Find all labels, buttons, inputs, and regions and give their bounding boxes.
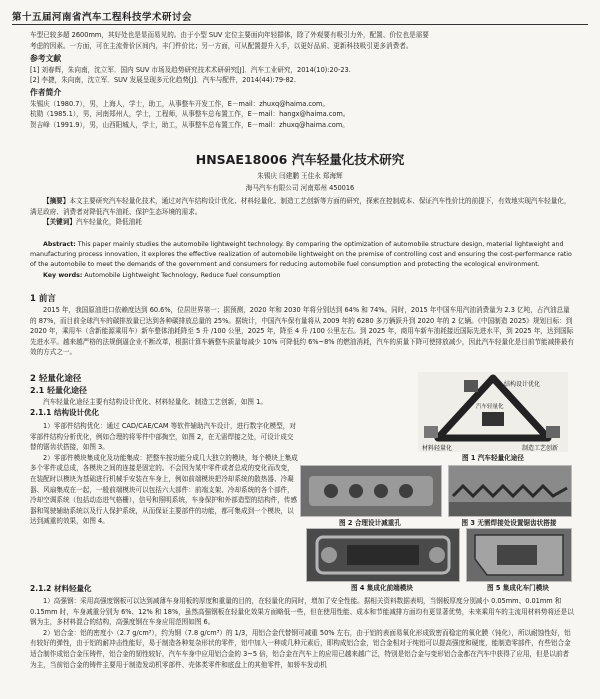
figure-2-caption: 图 2 合理设计减重孔 — [339, 519, 401, 527]
reference-item: [1] 刘春辉，朱向南，沈立军．国内 SUV 市场及趋势研究技术术研研究[J]．汽车工业研究，2014(10):20-23. — [30, 65, 351, 74]
keywords-en-label: Key words: — [43, 271, 83, 279]
section-2-1-2-heading: 2.1.2 材料轻量化 — [30, 584, 92, 593]
material-icon — [424, 426, 438, 438]
label-structure: 结构设计优化 — [504, 381, 541, 388]
paragraph-module-integration: 2）零部件模块集成化及功能集成：把整车按功能分成几大独立的模块，每个模块上集成多个零件或总成，各模块之间的连接是固定的。不会因为某中零件或者总成的变化而改变，在装配时以模块为基础进行机械手安装在车身上，例如前端模块把冷却系统的散热器、冷凝器、风扇集成在一起，一般前端模块可以包括六大部件：前端支架、冷却系统的各个部件，冷却空调系统（包括动态进气格栅），信号和照明系统，车身保护和外部造型的结构件，传感器和驾驶辅助系统以及行人保护系统，从而保证主要部件的功能，都可集成到一个模块，以达到减重的效果，如图 4。 — [30, 453, 298, 526]
paragraph-high-strength-steel: 1）高强钢：采用高强度钢板可以达到减薄车身用板的厚度和重量的目的，在轻量化的同时，增加了安全性能。据相关资料数据表明，当钢板厚度分别减小 0.05mm、0.01mm 和 0.15mm 时，车身减重分别为 6%、12% 和 18%，虽然高强钢板在轻量化效果方面略低一些，但在使用性能、成本和节能减排方面均有更显著优势，未来乘用车的主流用材料势将还是以钢为主，多材料混合的结构，高强度钢在车身应用范围如图 6。 — [30, 597, 574, 627]
section-2-1-1-heading: 2.1.1 结构设计优化 — [30, 408, 99, 418]
car-body-icon — [482, 412, 504, 426]
figure-4-caption: 图 4 集成化前端模块 — [351, 584, 413, 592]
section-2-1-text: 汽车轻量化途径主要有结构设计优化、材料轻量化、制造工艺创新，如图 1。 — [43, 397, 267, 406]
figure-1-caption: 图 1 汽车轻量化途径 — [462, 454, 524, 462]
section-1-heading: 1 前言 — [30, 294, 56, 304]
lightweight-cycle-diagram — [418, 372, 568, 452]
weight-holes-part-image — [301, 466, 441, 516]
abstract-en-text: This paper mainly studies the automobile lightweight technology. By comparing the optimization of automobile structure design, material lightweight and manufacturing process innovation, it explores the effective realization of automobile lightweight on the premise of controlling cost and ensuring the cost-performance ratio of the automobile to meet the demands of the government and consumers for reducing automobile fuel consumption and protecting the ecological environment. — [30, 241, 572, 269]
journal-name: 第十五届河南省汽车工程科技学术研讨会 — [12, 12, 193, 23]
label-process: 制造工艺创新 — [522, 445, 559, 452]
section-2-1-heading: 2.1 轻量化途径 — [30, 386, 87, 395]
author-bio: 杭勋（1985.1），男，河南郑州人，学士，工程师，从事整车总布置工作，E－mail：hangx@haima.com。 — [30, 110, 350, 119]
figure-4-image — [306, 528, 460, 582]
keywords-cn-label: 【关键词】 — [43, 218, 76, 227]
figure-3-caption: 图 3 无需焊接处设置锯齿状搭接 — [461, 519, 557, 527]
journal-header — [12, 6, 588, 25]
author-bios — [30, 88, 575, 130]
reference-item: [2] 李捷，朱向南，沈立军．SUV 发展呈现多元化趋势[J]．汽车与配件，2014(44):79-82. — [30, 76, 296, 85]
process-icon — [546, 426, 560, 438]
section-2-heading: 2 轻量化途径 — [30, 374, 82, 384]
front-end-module-image — [307, 529, 459, 581]
label-material: 材料轻量化 — [422, 445, 453, 452]
author-bio: 贺吉峰（1991.9），男，山西阳城人，学士，助工，从事整车总布置工作，E－mail：zhuxq@haima.com。 — [30, 120, 349, 129]
structure-icon — [464, 380, 478, 392]
abstract-cn-label: 【摘要】 — [43, 197, 70, 205]
keywords-en-text: Automobile Lightweight Technology, Reduce fuel consumption — [84, 271, 281, 279]
door-module-image — [467, 529, 571, 581]
references-heading: 参考文献 — [30, 54, 62, 63]
sawtooth-joint-image — [449, 466, 571, 516]
keywords-cn-text: 汽车轻量化，降低油耗 — [75, 218, 142, 227]
section-1-text: 2015 年，我国原油进口依赖度达到 60.6%，位居世界第一；据预测，2020 年和 2030 年将分别达到 64% 和 74%。同时，2015 年中国车用汽油消费量为 2.3 亿吨，占汽油总量的 87%，而目前全球汽车的碳排放量已达到各种碳排放总量的 25%。据统计，中国汽车保有量将从 2009 年的 6280 多万辆跃升到 2020 年的 2 亿辆。《中国制造 2025》规划目标：到 2020 年，乘用车（含新能源乘用车）新车整体油耗降至 5 升 /100 公里，2025 年，降至 4 升 /100 公里左右。到 2025 年，商用车新车油耗接近国际先进水平，到 2025 年，达到国际先进水平。越来越严格的法规倒逼企业不断改革，根据计算车辆整车质量每减少 10% 可降低约 6%~8% 的燃油消耗，汽车的质量下降可使排放减少，因此汽车轻量化是目前节能减排最有效的方式之一。 — [30, 306, 575, 357]
paper-title: HNSAE18006 汽车轻量化技术研究 — [195, 152, 405, 167]
intro-line: 车型已较多超 2600mm，其好处也是显而易见的。由于小型 SUV 定位主要面向年轻群体，除了外观要有吸引力外，配置、价位也是需要 — [30, 31, 429, 39]
author-bio: 朱锡庆（1980.7），男，上海人，学士，助工，从事整车开发工作，E－mail：zhuxq@haima.com。 — [30, 99, 330, 108]
figure-5-caption: 图 5 集成化车门模块 — [487, 584, 549, 592]
paper-affiliation: 海马汽车有限公司 河南郑州 450016 — [245, 184, 355, 192]
abstract-cn-text: 本文主要研究汽车轻量化技术，通过对汽车结构设计优化、材料轻量化、制造工艺创新等方面的研究，探索在控制成本、保证汽车性价比的前提下，有效地实现汽车轻量化，满足政府、消费者对降低汽车油耗、保护生态环境的需求。 — [30, 197, 571, 216]
figure-1-diagram — [418, 372, 568, 452]
intro-line: 考虑的因素。一方面，可在主流骨价区间内，丰门件价比；另一方面，可从配置提升入手，以更好品质、更新科技吸引更多消费者。 — [30, 41, 413, 50]
figure-3-image — [448, 465, 572, 517]
abstract-cn — [30, 196, 575, 228]
figure-5-image — [466, 528, 572, 582]
paragraph-parts-optimization: 1）零部件结构优化：通过 CAD/CAE/CAM 等软件辅助汽车设计，进行数字化模型，对零部件结构分析优化，例如合理的将零件中部掏空，如图 2，在无需焊接之处，可设计成交替的锯齿状搭接，如图 3。 — [30, 422, 296, 452]
materials-text — [30, 596, 575, 699]
author-bios-heading: 作者简介 — [30, 88, 62, 97]
section-1 — [30, 293, 575, 358]
paper-authors: 朱锡庆 闫建鹏 王佳永 郑海辉 — [257, 172, 343, 180]
label-center: 汽车轻量化 — [476, 404, 504, 410]
left-column — [30, 421, 300, 583]
paragraph-aluminum-alloy: 2）铝合金：铝的密度小（2.7 g/cm³），约为钢（7.8 g/cm³）的 1/3，用铝合金代替钢可减重 50% 左右，由于铝的表面易氧化形成致密而稳定的氧化膜（钝化），所以耐蚀性好，铝有较好的弹性，由于铝的耐冲击性能好，易于制造各种复杂形状的零件，铝中加入一种或几种元素后，即构成铝合金，铝合金相对于纯铝可以提高强度和硬度，能制造零部件，有些铝合金适合制作成铝合金压铸件，铝合金的韧性较好，汽车车身中应用铝合金的 3~5 倍，铝合金在汽车上的应用已越来越广泛，特别是铝合金与变形铝合金都在汽车中获得了应用，但是以前者为主，当前铝合金的铸件主要用于制造发动机零部件、壳体类零件和底盘上的其他零件，如轿车发动机 — [30, 628, 571, 669]
figure-2-image — [300, 465, 442, 517]
intro-text — [30, 30, 575, 51]
abstract-en-label: Abstract: — [43, 241, 76, 248]
references — [30, 54, 575, 86]
abstract-en — [30, 240, 575, 281]
